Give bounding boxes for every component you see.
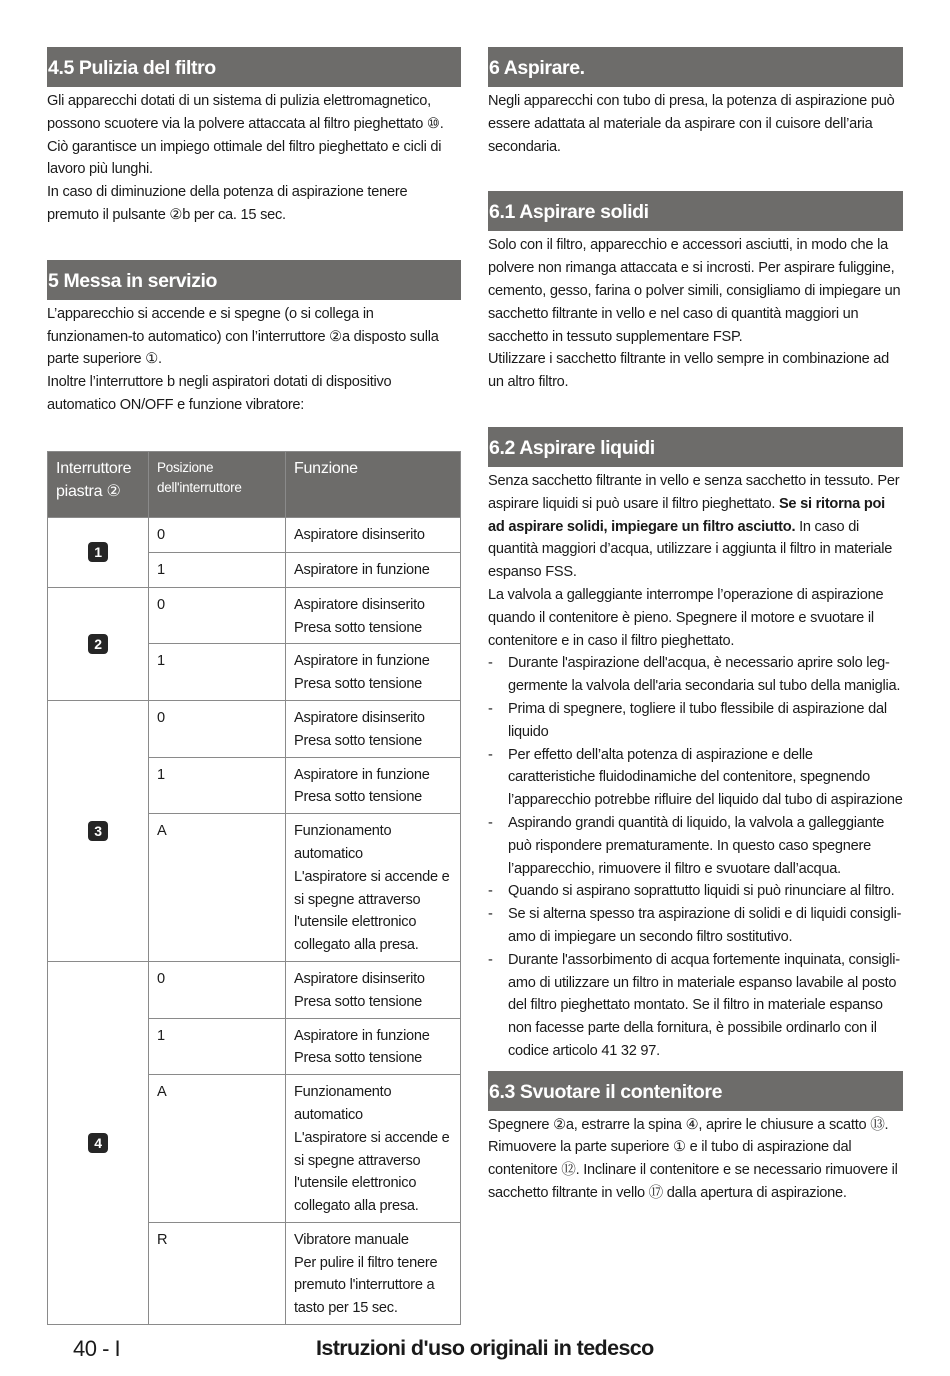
- paragraph: Negli apparecchi con tubo di presa, la potenza di aspirazione può essere adattata al materiale da aspirare con il cuisore dell’aria secondaria.: [488, 93, 895, 155]
- function-line: Aspiratore in funzione: [294, 653, 430, 670]
- text-span: In caso di quantità maggiori d’acqua, utilizzare i aggiunta il filtro in materiale espanso FSS.: [488, 518, 893, 581]
- function-cell: [286, 552, 461, 587]
- paragraph: Gli apparecchi dotati di un sistema di pulizia elettromagnetico, possono scuotere via la polvere attaccata al filtro pieghettato ⑩. Ciò garantisce un impiego ottimale del filtro pieghettato e cicli di lavoro più lunghi.: [47, 93, 444, 178]
- list-item-text: Quando si aspirano soprattutto liquidi si può rinunciare al filtro.: [508, 883, 895, 900]
- list-item: [488, 949, 903, 1063]
- position-cell: 0: [149, 961, 286, 1018]
- function-line: Aspiratore disinserito: [294, 970, 425, 987]
- function-detail: Presa sotto tensione: [294, 732, 423, 749]
- switch-function-table: [47, 451, 461, 1325]
- function-cell: [286, 587, 461, 644]
- function-line: Funzionamento automatico: [294, 1084, 392, 1123]
- list-item: [488, 880, 903, 903]
- table-row: [48, 587, 461, 644]
- position-cell: 1: [149, 644, 286, 701]
- paragraph: Spegnere ②a, estrarre la spina ④, aprire le chiusure a scatto ⑬. Rimuovere la parte superiore ① e il tubo di aspirazione dal contenitore ⑫. Inclinare il contenitore e se necessario rimuovere il sacchetto filtrante in vello ⑰ dalla apertura di aspirazione.: [488, 1116, 898, 1202]
- dash-bullet: -: [488, 746, 493, 763]
- switch-cell: [48, 961, 149, 1324]
- list-item: [488, 698, 903, 744]
- function-line: Funzionamento automatico: [294, 823, 392, 862]
- function-cell: [286, 1075, 461, 1223]
- function-line: Aspiratore disinserito: [294, 526, 425, 543]
- function-line: Aspiratore disinserito: [294, 596, 425, 613]
- position-cell: A: [149, 1075, 286, 1223]
- list-item-text: Durante l'assorbimento di acqua fortemente inquinata, consigli-amo di utilizzare un filtro in materiale espanso lavabile al posto del filtro pieghettato montato. Se il filtro in materiale espanso non facesse parte della fornitura, è possibile ordinarlo con il codice articolo 41 32 97.: [508, 951, 900, 1059]
- table-row: [48, 517, 461, 552]
- bullet-list: [488, 652, 903, 1062]
- position-cell: 0: [149, 700, 286, 757]
- dash-bullet: -: [488, 655, 493, 672]
- switch-badge: 4: [88, 1133, 108, 1153]
- section-heading-6: 6 Aspirare.: [488, 47, 903, 87]
- function-detail: Per pulire il filtro tenere premuto l'interruttore a tasto per 15 sec.: [294, 1254, 438, 1317]
- paragraph: [488, 470, 903, 584]
- header-interruttore-piastra: Interruttore piastra ②: [48, 451, 149, 517]
- switch-cell: [48, 587, 149, 700]
- function-cell: [286, 1222, 461, 1324]
- function-cell: [286, 644, 461, 701]
- section-heading-6-1: 6.1 Aspirare solidi: [488, 191, 903, 231]
- section-heading-4-5: 4.5 Pulizia del filtro: [47, 47, 461, 87]
- list-item-text: Durante l'aspirazione dell'acqua, è necessario aprire solo leg-germente la valvola dell'aria secondaria sul tubo della maniglia.: [508, 655, 901, 695]
- function-line: Aspiratore in funzione: [294, 766, 430, 783]
- text-span: Senza sacchetto filtrante in vello e senza sacchetto in tessuto. Per aspirare liquidi si può usare il filtro pieghettato.: [488, 472, 900, 512]
- right-column: [488, 47, 903, 1205]
- function-detail: L'aspiratore si accende e si spegne attraverso l'utensile elettronico collegato alla presa.: [294, 1129, 450, 1215]
- section-heading-5: 5 Messa in servizio: [47, 260, 461, 300]
- function-cell: [286, 700, 461, 757]
- switch-cell: [48, 517, 149, 587]
- list-item-text: Per effetto dell’alta potenza di aspirazione e delle caratteristiche fluidodinamiche del contenitore, spegnendo l’apparecchio potrebbe rifluire del liquido dal tubo di aspirazione: [508, 746, 903, 809]
- position-cell: 0: [149, 517, 286, 552]
- section-heading-6-3: 6.3 Svuotare il contenitore: [488, 1071, 903, 1111]
- switch-badge: 3: [88, 821, 108, 841]
- header-posizione: Posizione dell'interruttore: [149, 451, 286, 517]
- dash-bullet: -: [488, 906, 493, 923]
- paragraph: L’apparecchio si accende e si spegne (o si collega in funzionamen-to automatico) con l’interruttore ②a disposto sulla parte superiore ①.: [47, 305, 439, 368]
- position-cell: 1: [149, 1018, 286, 1075]
- list-item-text: Se si alterna spesso tra aspirazione di solidi e di liquidi consigli-amo di impiegare un secondo filtro sostitutivo.: [508, 906, 902, 945]
- page-number: 40 - I: [73, 1336, 121, 1361]
- table-header-row: [48, 451, 461, 517]
- function-detail: Presa sotto tensione: [294, 676, 423, 693]
- switch-cell: [48, 700, 149, 961]
- list-item: [488, 903, 903, 949]
- function-detail: Presa sotto tensione: [294, 789, 423, 806]
- list-item: [488, 812, 903, 880]
- function-cell: [286, 961, 461, 1018]
- dash-bullet: -: [488, 700, 493, 717]
- position-cell: R: [149, 1222, 286, 1324]
- list-item-text: Prima di spegnere, togliere il tubo flessibile di aspirazione dal liquido: [508, 700, 887, 740]
- dash-bullet: -: [488, 814, 493, 831]
- switch-badge: 2: [88, 634, 108, 654]
- footer-title: Istruzioni d'uso originali in tedesco: [316, 1336, 654, 1360]
- bold-warning: Se si ritorna poi ad aspirare solidi, impiegare un filtro asciutto.: [488, 495, 885, 535]
- list-item-text: Aspirando grandi quantità di liquido, la valvola a galleggiante può rispondere prematuramente. In questo caso spegnere l’apparecchio, rimuovere il filtro e svuotare dall’acqua.: [508, 814, 885, 877]
- table-body: [48, 517, 461, 1324]
- switch-badge: 1: [88, 542, 108, 562]
- paragraph: In caso di diminuzione della potenza di aspirazione tenere premuto il pulsante ②b per ca. 15 sec.: [47, 184, 408, 223]
- function-detail: L'aspiratore si accende e si spegne attraverso l'utensile elettronico collegato alla presa.: [294, 868, 450, 954]
- function-line: Vibratore manuale: [294, 1231, 409, 1248]
- table-row: [48, 961, 461, 1018]
- paragraph: Solo con il filtro, apparecchio e accessori asciutti, in modo che la polvere non rimanga attaccata e si incrosti. Per aspirare fuliggine, cemento, gesso, farina o polver simili, consigliamo di impiegare un sacchetto filtrante in vello e nel caso di quantità maggiori un sacchetto in tessuto supplementare FSP.: [488, 237, 901, 345]
- table-row: [48, 700, 461, 757]
- position-cell: A: [149, 814, 286, 962]
- function-cell: [286, 757, 461, 814]
- section-heading-6-2: 6.2 Aspirare liquidi: [488, 427, 903, 467]
- function-detail: Presa sotto tensione: [294, 619, 423, 636]
- page-footer: [73, 1336, 893, 1376]
- header-funzione: Funzione: [286, 451, 461, 517]
- list-item: [488, 652, 903, 698]
- function-cell: [286, 814, 461, 962]
- dash-bullet: -: [488, 883, 493, 900]
- list-item: [488, 744, 903, 812]
- paragraph: Utilizzare i sacchetto filtrante in vello sempre in combinazione ad un altro filtro.: [488, 351, 889, 391]
- function-line: Aspiratore in funzione: [294, 1027, 430, 1044]
- paragraph: Inoltre l’interruttore b negli aspiratori dotati di dispositivo automatico ON/OFF e funzione vibratore:: [47, 374, 392, 413]
- function-line: Aspiratore in funzione: [294, 561, 430, 578]
- function-detail: Presa sotto tensione: [294, 993, 423, 1010]
- position-cell: 1: [149, 757, 286, 814]
- dash-bullet: -: [488, 951, 493, 968]
- position-cell: 0: [149, 587, 286, 644]
- function-cell: [286, 1018, 461, 1075]
- function-line: Aspiratore disinserito: [294, 709, 425, 726]
- function-cell: [286, 517, 461, 552]
- position-cell: 1: [149, 552, 286, 587]
- left-column: [47, 47, 461, 1325]
- function-detail: Presa sotto tensione: [294, 1050, 423, 1067]
- paragraph: La valvola a galleggiante interrompe l’operazione di aspirazione quando il contenitore è pieno. Spegnere il motore e svuotare il contenitore e in caso il filtro pieghettato.: [488, 586, 884, 649]
